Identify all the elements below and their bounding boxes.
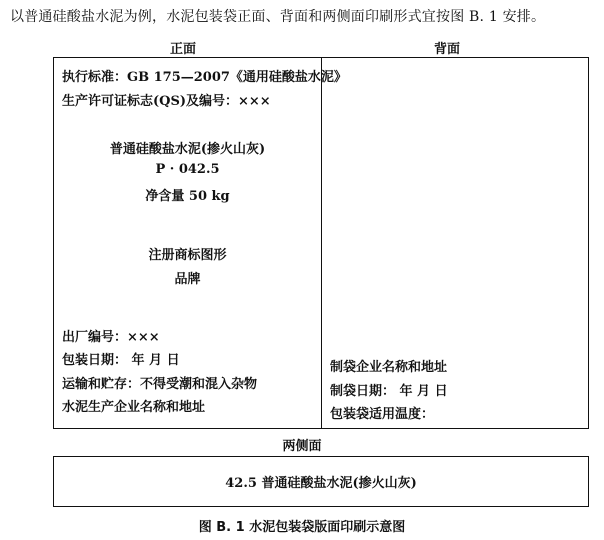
bag-temperature: 包装袋适用温度：: [330, 407, 435, 422]
sides-panel: [53, 456, 589, 507]
front-heading: 正面: [170, 42, 197, 57]
front-back-layout: [53, 57, 589, 429]
sides-text: 42.5 普通硅酸盐水泥(掺火山灰): [225, 476, 417, 491]
trademark-label: 注册商标图形: [148, 248, 227, 263]
factory-number: 出厂编号：×××: [62, 330, 160, 345]
sides-heading: 两侧面: [282, 439, 322, 454]
back-heading: 背面: [434, 42, 461, 57]
product-name: 普通硅酸盐水泥(掺火山灰): [109, 142, 266, 157]
bag-date: 制袋日期： 年 月 日: [330, 384, 448, 399]
brand-label: 品牌: [174, 272, 201, 287]
license-line: 生产许可证标志(QS)及编号：×××: [62, 94, 271, 109]
grade-label: P · 042.5: [155, 162, 220, 177]
bag-maker: 制袋企业名称和地址: [330, 360, 448, 375]
transport-storage: 运输和贮存：不得受潮和混入杂物: [62, 377, 258, 392]
intro-text: 以普通硅酸盐水泥为例，水泥包装袋正面、背面和两侧面印刷形式宜按图 B. 1 安排。: [10, 9, 546, 25]
manufacturer: 水泥生产企业名称和地址: [62, 400, 206, 415]
front-panel: [54, 58, 347, 428]
net-weight: 净含量 50 kg: [145, 189, 230, 204]
back-panel: [322, 58, 588, 428]
figure-caption: 图 B. 1 水泥包装袋版面印刷示意图: [198, 520, 406, 535]
pack-date: 包装日期： 年 月 日: [62, 353, 180, 368]
standard-line: 执行标准：GB 175—2007《通用硅酸盐水泥》: [62, 70, 347, 85]
